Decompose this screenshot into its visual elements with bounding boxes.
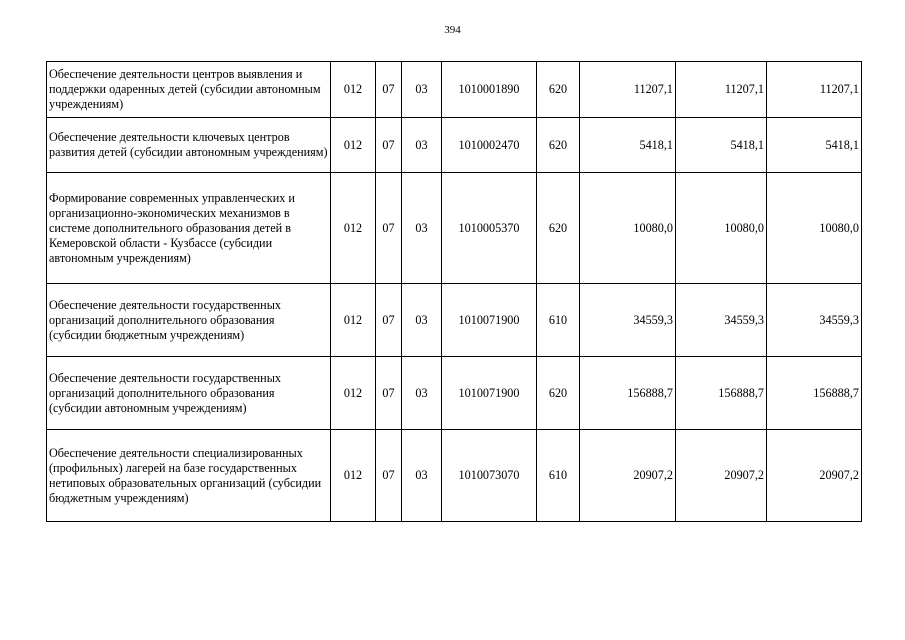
amount-year1-cell: 156888,7 bbox=[580, 357, 676, 430]
table-row bbox=[47, 284, 862, 357]
expense-type-cell: 610 bbox=[537, 284, 580, 357]
amount-year2-cell: 20907,2 bbox=[676, 430, 767, 522]
subsection-cell: 03 bbox=[402, 118, 442, 173]
expense-type-cell: 610 bbox=[537, 430, 580, 522]
amount-year3-cell: 10080,0 bbox=[767, 173, 862, 284]
amount-year2-cell: 34559,3 bbox=[676, 284, 767, 357]
amount-year1-cell: 10080,0 bbox=[580, 173, 676, 284]
subsection-cell: 03 bbox=[402, 357, 442, 430]
expense-type-cell: 620 bbox=[537, 357, 580, 430]
ministry-code-cell: 012 bbox=[331, 118, 376, 173]
expense-type-cell: 620 bbox=[537, 173, 580, 284]
row-name-cell: Обеспечение деятельности государственных организаций дополнительного образования (субсидии автономным учреждениям) bbox=[47, 357, 331, 430]
page-number: 394 bbox=[444, 24, 461, 36]
table-row bbox=[47, 62, 862, 118]
subsection-cell: 03 bbox=[402, 62, 442, 118]
target-article-cell: 1010002470 bbox=[442, 118, 537, 173]
table-row bbox=[47, 357, 862, 430]
ministry-code-cell: 012 bbox=[331, 62, 376, 118]
table-row bbox=[47, 173, 862, 284]
amount-year3-cell: 34559,3 bbox=[767, 284, 862, 357]
row-name-cell: Обеспечение деятельности ключевых центров развития детей (субсидии автономным учреждениям) bbox=[47, 118, 331, 173]
row-name-cell: Формирование современных управленческих и организационно-экономических механизмов в системе дополнительного образования детей в Кемеровской области - Кузбассе (субсидии автономным учреждениям) bbox=[47, 173, 331, 284]
ministry-code-cell: 012 bbox=[331, 357, 376, 430]
section-cell: 07 bbox=[376, 357, 402, 430]
subsection-cell: 03 bbox=[402, 173, 442, 284]
section-cell: 07 bbox=[376, 173, 402, 284]
subsection-cell: 03 bbox=[402, 284, 442, 357]
amount-year1-cell: 5418,1 bbox=[580, 118, 676, 173]
amount-year1-cell: 20907,2 bbox=[580, 430, 676, 522]
expense-type-cell: 620 bbox=[537, 118, 580, 173]
amount-year2-cell: 5418,1 bbox=[676, 118, 767, 173]
amount-year2-cell: 11207,1 bbox=[676, 62, 767, 118]
amount-year3-cell: 11207,1 bbox=[767, 62, 862, 118]
amount-year3-cell: 156888,7 bbox=[767, 357, 862, 430]
row-name-cell: Обеспечение деятельности центров выявления и поддержки одаренных детей (субсидии автономным учреждениям) bbox=[47, 62, 331, 118]
target-article-cell: 1010071900 bbox=[442, 284, 537, 357]
table-row bbox=[47, 430, 862, 522]
ministry-code-cell: 012 bbox=[331, 430, 376, 522]
section-cell: 07 bbox=[376, 118, 402, 173]
target-article-cell: 1010001890 bbox=[442, 62, 537, 118]
row-name-cell: Обеспечение деятельности специализированных (профильных) лагерей на базе государственных нетиповых образовательных организаций (субсидии бюджетным учреждениям) bbox=[47, 430, 331, 522]
ministry-code-cell: 012 bbox=[331, 284, 376, 357]
target-article-cell: 1010071900 bbox=[442, 357, 537, 430]
section-cell: 07 bbox=[376, 430, 402, 522]
budget-table bbox=[46, 61, 862, 522]
section-cell: 07 bbox=[376, 62, 402, 118]
target-article-cell: 1010005370 bbox=[442, 173, 537, 284]
amount-year2-cell: 156888,7 bbox=[676, 357, 767, 430]
amount-year1-cell: 11207,1 bbox=[580, 62, 676, 118]
subsection-cell: 03 bbox=[402, 430, 442, 522]
amount-year3-cell: 5418,1 bbox=[767, 118, 862, 173]
row-name-cell: Обеспечение деятельности государственных организаций дополнительного образования (субсидии бюджетным учреждениям) bbox=[47, 284, 331, 357]
section-cell: 07 bbox=[376, 284, 402, 357]
amount-year3-cell: 20907,2 bbox=[767, 430, 862, 522]
table-row bbox=[47, 118, 862, 173]
amount-year2-cell: 10080,0 bbox=[676, 173, 767, 284]
amount-year1-cell: 34559,3 bbox=[580, 284, 676, 357]
expense-type-cell: 620 bbox=[537, 62, 580, 118]
target-article-cell: 1010073070 bbox=[442, 430, 537, 522]
ministry-code-cell: 012 bbox=[331, 173, 376, 284]
